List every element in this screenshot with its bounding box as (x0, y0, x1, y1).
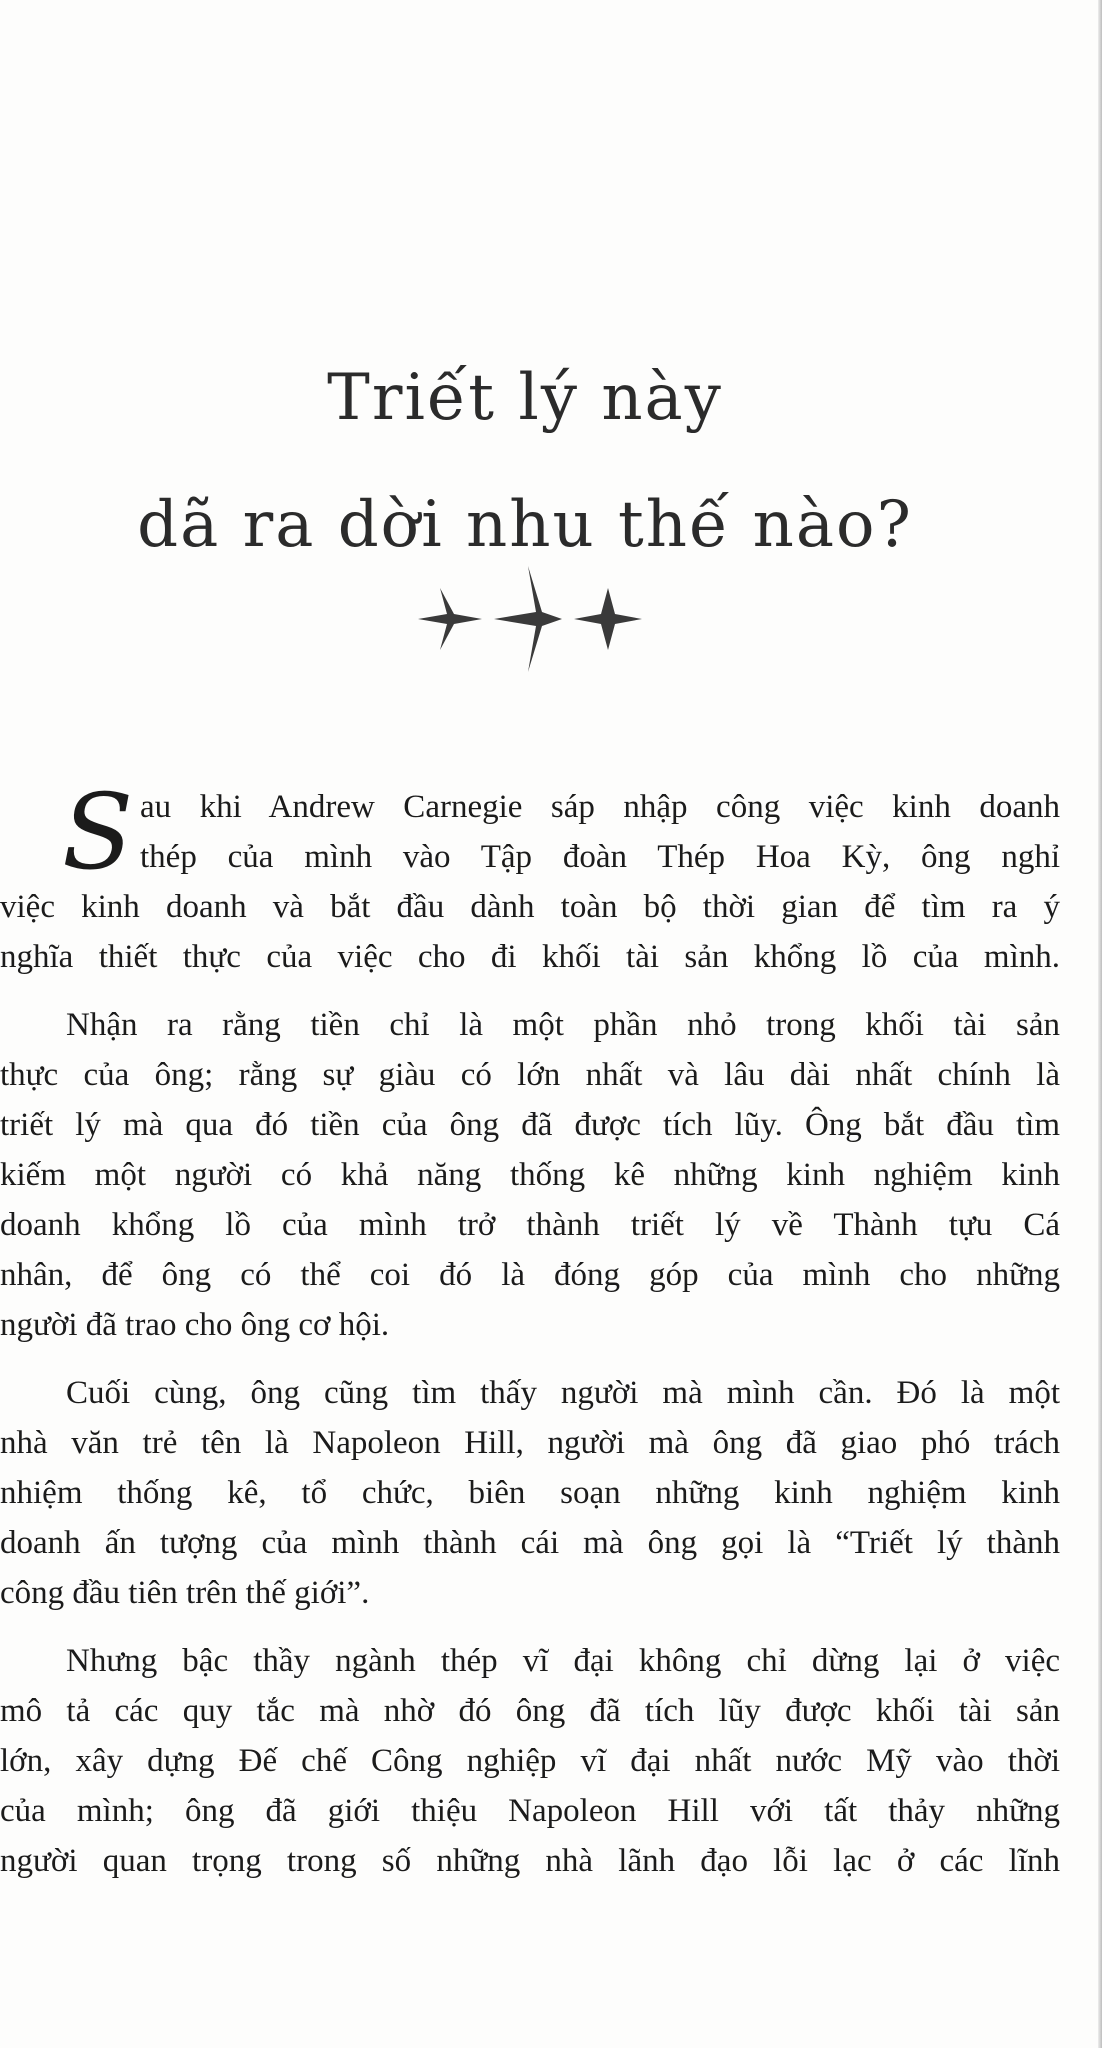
text-line: nhiệm thống kê, tổ chức, biên soạn những kinh nghiệm kinh (0, 1475, 1060, 1511)
text-line: lớn, xây dựng Đế chế Công nghiệp vĩ đại nhất nước Mỹ vào thời (0, 1743, 1060, 1779)
chapter-title-line-1: Triết lý này (327, 361, 723, 435)
body-text (0, 771, 1060, 1886)
paragraph (0, 1368, 1060, 1618)
text-line: mô tả các quy tắc mà nhờ đó ông đã tích lũy được khối tài sản (0, 1693, 1060, 1729)
page-edge-shadow (1098, 0, 1102, 2048)
chapter-title-line-2: dã ra dời nhu thế nào? (137, 488, 913, 562)
text-line: người đã trao cho ông cơ hội. (0, 1307, 390, 1343)
text-line: Cuối cùng, ông cũng tìm thấy người mà mình cần. Đó là một (66, 1375, 1060, 1411)
paragraph (0, 1000, 1060, 1350)
text-line: au khi Andrew Carnegie sáp nhập công việc kinh doanh (140, 789, 1060, 825)
drop-cap-letter: S (62, 771, 134, 893)
star-center-icon (494, 566, 562, 672)
star-right-icon (574, 588, 642, 650)
text-line: triết lý mà qua đó tiền của ông đã được tích lũy. Ông bắt đầu tìm (0, 1107, 1060, 1143)
text-line: thép của mình vào Tập đoàn Thép Hoa Kỳ, ông nghỉ (140, 839, 1060, 875)
paragraph-gap (0, 982, 1060, 1000)
text-line: kiếm một người có khả năng thống kê những kinh nghiệm kinh (0, 1157, 1060, 1193)
text-line: nghĩa thiết thực của việc cho đi khối tài sản khổng lồ của mình. (0, 939, 1060, 975)
text-line: của mình; ông đã giới thiệu Napoleon Hill với tất thảy những (0, 1793, 1060, 1829)
paragraph-gap (0, 1350, 1060, 1368)
text-line: doanh ấn tượng của mình thành cái mà ông gọi là “Triết lý thành (0, 1525, 1060, 1561)
paragraph (0, 1636, 1060, 1886)
text-line: Nhận ra rằng tiền chỉ là một phần nhỏ trong khối tài sản (66, 1007, 1060, 1043)
text-line: Nhưng bậc thầy ngành thép vĩ đại không chỉ dừng lại ở việc (66, 1643, 1060, 1679)
paragraph-gap (0, 1618, 1060, 1636)
text-line: doanh khổng lồ của mình trở thành triết lý về Thành tựu Cá (0, 1207, 1060, 1243)
paragraph (0, 771, 1060, 982)
text-line: nhân, để ông có thể coi đó là đóng góp của mình cho những (0, 1257, 1060, 1293)
text-line: công đầu tiên trên thế giới”. (0, 1575, 370, 1611)
star-ornament-icon (410, 562, 646, 676)
text-line: người quan trọng trong số những nhà lãnh đạo lỗi lạc ở các lĩnh (0, 1843, 1060, 1879)
text-line: thực của ông; rằng sự giàu có lớn nhất và lâu dài nhất chính là (0, 1057, 1060, 1093)
star-left-icon (418, 588, 482, 650)
text-line: nhà văn trẻ tên là Napoleon Hill, người mà ông đã giao phó trách (0, 1425, 1060, 1461)
text-line: việc kinh doanh và bắt đầu dành toàn bộ thời gian để tìm ra ý (0, 889, 1060, 925)
